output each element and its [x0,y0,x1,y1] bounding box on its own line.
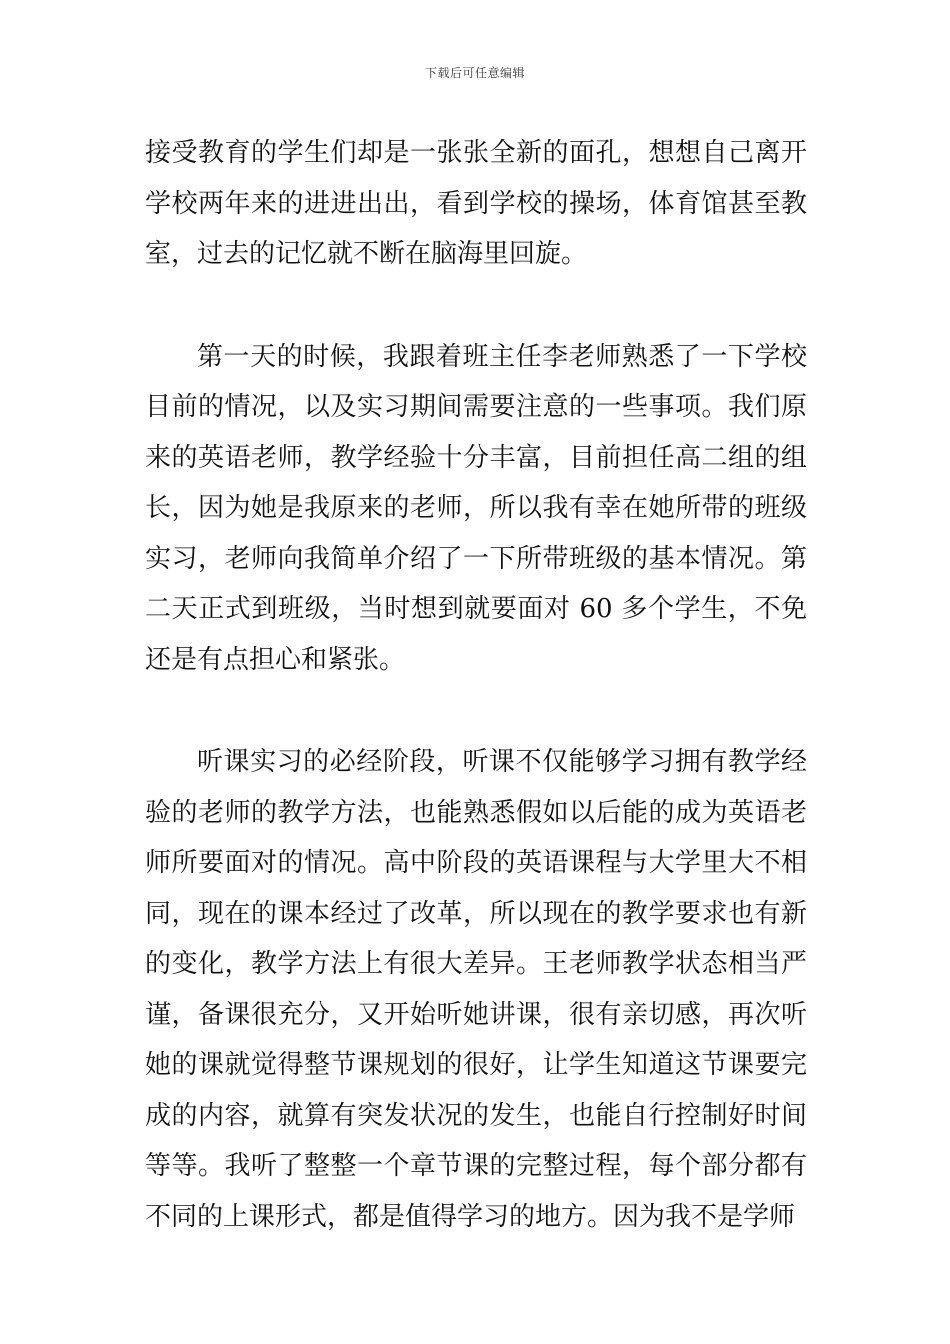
paragraph-2: 第一天的时候，我跟着班主任李老师熟悉了一下学校目前的情况，以及实习期间需要注意的一些事项。我们原来的英语老师，教学经验十分丰富，目前担任高二组的组长，因为她是我原来的老师，所以我有幸在她所带的班级实习，老师向我简单介绍了一下所带班级的基本情况。第二天正式到班级，当时想到就要面对 60 多个学生，不免还是有点担心和紧张。 [145,341,807,675]
paragraph-1: 接受教育的学生们却是一张张全新的面孔，想想自己离开学校两年来的进进出出，看到学校的操场，体育馆甚至教室，过去的记忆就不断在脑海里回旋。 [145,138,807,269]
document-body [145,128,807,1242]
paragraph-spacer [145,685,807,737]
paragraph-spacer [145,280,807,332]
paragraph-3: 听课实习的必经阶段，听课不仅能够学习拥有教学经验的老师的教学方法，也能熟悉假如以后能的成为英语老师所要面对的情况。高中阶段的英语课程与大学里大不相同，现在的课本经过了改革，所以现在的教学要求也有新的变化，教学方法上有很大差异。王老师教学状态相当严谨，备课很充分，又开始听她讲课，很有亲切感，再次听她的课就觉得整节课规划的很好，让学生知道这节课要完成的内容，就算有突发状况的发生，也能自行控制好时间等等。我听了整整一个章节课的完整过程，每个部分都有不同的上课形式，都是值得学习的地方。因为我不是学师 [145,747,807,1232]
page-header: 下载后可任意编辑 [424,66,525,80]
